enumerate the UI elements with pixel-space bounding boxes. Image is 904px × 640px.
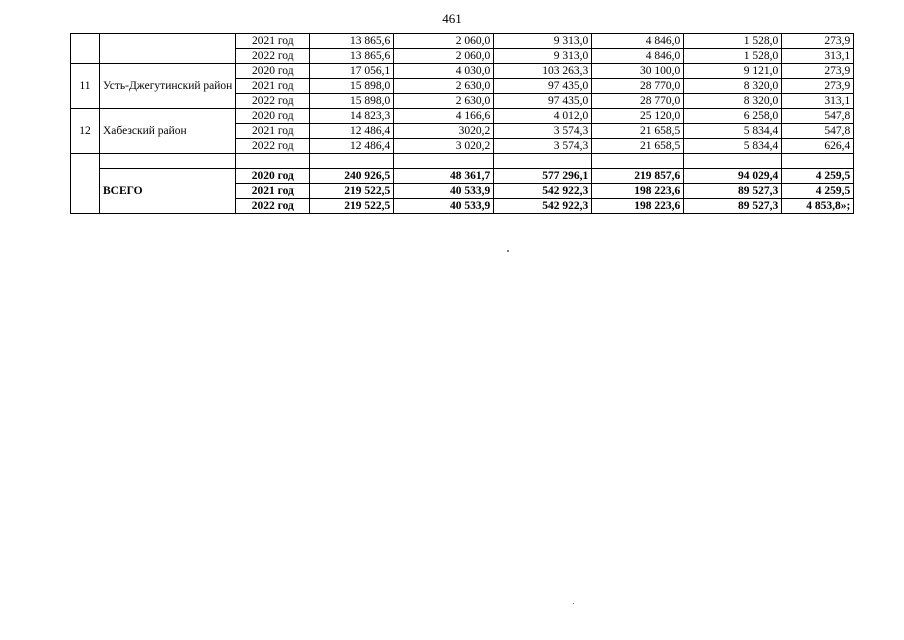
value-cell: 273,9 — [782, 79, 854, 94]
value-cell: 9 121,0 — [684, 64, 782, 79]
value-cell: 21 658,5 — [592, 124, 684, 139]
year-cell: 2022 год — [236, 49, 310, 64]
table-row — [71, 109, 854, 124]
value-cell: 89 527,3 — [684, 184, 782, 199]
value-cell: 4 846,0 — [592, 49, 684, 64]
value-cell: 4 166,6 — [394, 109, 494, 124]
value-cell: 2 060,0 — [394, 34, 494, 49]
row-number-cell — [71, 34, 100, 64]
year-cell: 2020 год — [236, 109, 310, 124]
value-cell: 6 258,0 — [684, 109, 782, 124]
value-cell: 547,8 — [782, 124, 854, 139]
year-cell: 2022 год — [236, 199, 310, 214]
value-cell: 577 296,1 — [494, 169, 592, 184]
value-cell: 14 823,3 — [310, 109, 394, 124]
value-cell: 94 029,4 — [684, 169, 782, 184]
total-row — [71, 169, 854, 184]
value-cell: 3 574,3 — [494, 124, 592, 139]
value-cell: 4 853,8»; — [782, 199, 854, 214]
value-cell: 626,4 — [782, 139, 854, 154]
value-cell — [592, 154, 684, 169]
value-cell: 40 533,9 — [394, 199, 494, 214]
value-cell: 13 865,6 — [310, 34, 394, 49]
value-cell: 4 012,0 — [494, 109, 592, 124]
value-cell: 25 120,0 — [592, 109, 684, 124]
row-number-cell: 12 — [71, 109, 100, 154]
total-label: ВСЕГО — [100, 169, 236, 214]
value-cell: 1 528,0 — [684, 49, 782, 64]
value-cell — [310, 154, 394, 169]
district-name-cell: Хабезский район — [100, 109, 236, 154]
value-cell — [394, 154, 494, 169]
value-cell: 12 486,4 — [310, 139, 394, 154]
year-cell: 2021 год — [236, 79, 310, 94]
value-cell: 542 922,3 — [494, 184, 592, 199]
value-cell: 28 770,0 — [592, 94, 684, 109]
value-cell: 313,1 — [782, 94, 854, 109]
value-cell: 198 223,6 — [592, 184, 684, 199]
value-cell: 15 898,0 — [310, 94, 394, 109]
scan-speck — [507, 250, 509, 252]
value-cell: 13 865,6 — [310, 49, 394, 64]
budget-table — [70, 33, 854, 214]
value-cell: 313,1 — [782, 49, 854, 64]
district-name-cell: Усть-Джегутинский район — [100, 64, 236, 109]
value-cell: 542 922,3 — [494, 199, 592, 214]
value-cell: 240 926,5 — [310, 169, 394, 184]
table-row — [71, 34, 854, 49]
year-cell: 2020 год — [236, 169, 310, 184]
value-cell: 4 259,5 — [782, 169, 854, 184]
value-cell: 28 770,0 — [592, 79, 684, 94]
value-cell: 48 361,7 — [394, 169, 494, 184]
district-name-cell — [100, 154, 236, 169]
value-cell: 8 320,0 — [684, 79, 782, 94]
value-cell: 4 846,0 — [592, 34, 684, 49]
value-cell: 2 630,0 — [394, 79, 494, 94]
district-name-cell — [100, 34, 236, 64]
value-cell: 15 898,0 — [310, 79, 394, 94]
value-cell: 273,9 — [782, 64, 854, 79]
row-number-cell: 11 — [71, 64, 100, 109]
value-cell: 198 223,6 — [592, 199, 684, 214]
value-cell: 103 263,3 — [494, 64, 592, 79]
value-cell: 2 060,0 — [394, 49, 494, 64]
page-number: 461 — [442, 11, 462, 26]
value-cell: 3 020,2 — [394, 139, 494, 154]
empty-row — [71, 154, 854, 169]
year-cell: 2021 год — [236, 184, 310, 199]
row-number-cell — [71, 154, 100, 214]
value-cell: 2 630,0 — [394, 94, 494, 109]
value-cell: 5 834,4 — [684, 124, 782, 139]
year-cell — [236, 154, 310, 169]
year-cell: 2020 год — [236, 64, 310, 79]
value-cell — [684, 154, 782, 169]
scan-speck — [573, 603, 574, 604]
value-cell: 219 857,6 — [592, 169, 684, 184]
value-cell: 273,9 — [782, 34, 854, 49]
value-cell: 3020,2 — [394, 124, 494, 139]
value-cell: 5 834,4 — [684, 139, 782, 154]
value-cell: 3 574,3 — [494, 139, 592, 154]
value-cell: 219 522,5 — [310, 184, 394, 199]
value-cell — [782, 154, 854, 169]
year-cell: 2021 год — [236, 124, 310, 139]
value-cell — [494, 154, 592, 169]
value-cell: 9 313,0 — [494, 34, 592, 49]
value-cell: 97 435,0 — [494, 79, 592, 94]
year-cell: 2021 год — [236, 34, 310, 49]
value-cell: 8 320,0 — [684, 94, 782, 109]
value-cell: 547,8 — [782, 109, 854, 124]
value-cell: 9 313,0 — [494, 49, 592, 64]
value-cell: 40 533,9 — [394, 184, 494, 199]
value-cell: 12 486,4 — [310, 124, 394, 139]
value-cell: 89 527,3 — [684, 199, 782, 214]
table-row — [71, 64, 854, 79]
year-cell: 2022 год — [236, 94, 310, 109]
value-cell: 17 056,1 — [310, 64, 394, 79]
value-cell: 97 435,0 — [494, 94, 592, 109]
value-cell: 4 259,5 — [782, 184, 854, 199]
value-cell: 30 100,0 — [592, 64, 684, 79]
value-cell: 219 522,5 — [310, 199, 394, 214]
value-cell: 21 658,5 — [592, 139, 684, 154]
year-cell: 2022 год — [236, 139, 310, 154]
value-cell: 4 030,0 — [394, 64, 494, 79]
value-cell: 1 528,0 — [684, 34, 782, 49]
